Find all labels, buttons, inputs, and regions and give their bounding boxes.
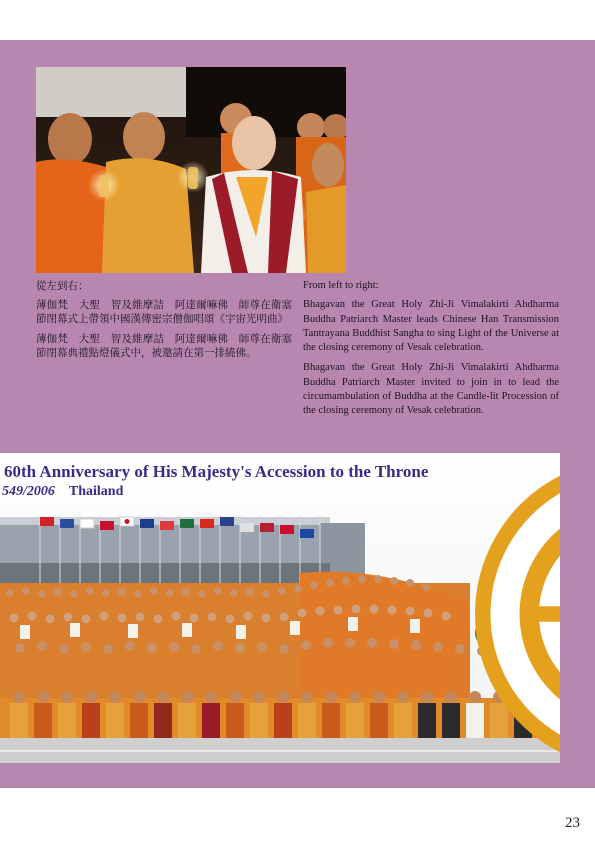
dharma-wheel-logo [350,459,560,763]
anniversary-banner-subtitle [2,484,123,500]
caption-heading-zh: 從左到右： [36,280,89,292]
english-caption [303,279,559,425]
banner-country: Thailand [68,484,124,499]
group-photo [0,453,560,763]
caption-paragraph-zh-2: 薄伽梵 大聖 智及維摩詰 阿達爾嘛佛 師尊在衛塞節閉幕典禮點燈儀式中，被邀請在第一排繞佛。 [36,333,292,359]
caption-heading-en: From left to right: [303,280,379,291]
page-number: 23 [565,815,580,831]
caption-paragraph-en-1: Bhagavan the Great Holy Zhi-Ji Vimalakirti Ahdharma Buddha Patriarch Master leads Chinese Han Transmission Tantrayana Buddhist Sangha to sing Light of the Universe at the closing ceremony of Vesak celebration. [303,299,559,354]
anniversary-banner-title: 60th Anniversary of His Majesty's Accession to the Throne [4,462,429,481]
caption-paragraph-zh-1: 薄伽梵 大聖 智及維摩詰 阿達爾嘛佛 師尊在衛塞節閉幕式上帶領中國漢傳密宗僧伽唱頌《宇宙光明曲》 [36,299,292,325]
banner-year: 549/2006 [2,484,55,499]
caption-paragraph-en-2: Bhagavan the Great Holy Zhi-Ji Vimalakirti Ahdharma Buddha Patriarch Master invited to join in to lead the circumambulation of Buddha at the Candle-lit Procession of the closing ceremony of Vesak celebration. [303,362,559,417]
candle-procession-photo [36,67,346,273]
chinese-caption [36,279,292,366]
